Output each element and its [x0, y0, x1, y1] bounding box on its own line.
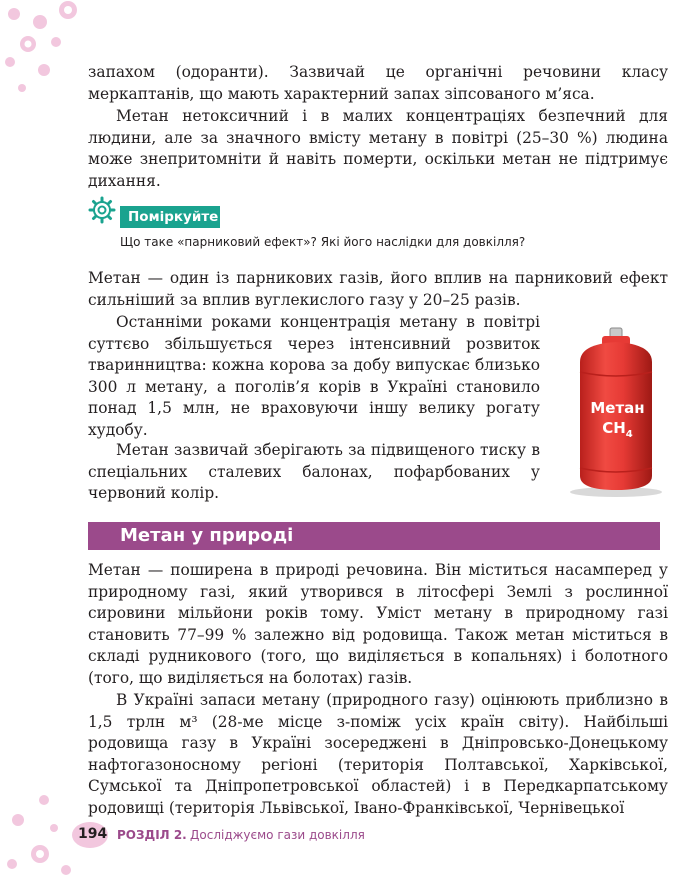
paragraph-odorants: запахом (одоранти). Зазвичай це органічні речовини класу меркаптанів, що мають характерний запах зіпсованого м’яса. [88, 63, 668, 103]
cylinder-label: Метан [590, 399, 645, 417]
decorative-dots-bottom [0, 790, 80, 885]
think-box-label: Поміркуйте [120, 206, 220, 228]
section-title: Метан у природі [120, 525, 294, 546]
paragraph-livestock: Останніми роками концентрація метану в повітрі суттєво збільшується через інтенсивний розвиток тваринництва: кожна корова за добу випускає близько 300 л метану, а поголів’я корів в Україні становило понад 1,5 млн, не враховуючи іншу велику рогату худобу. [88, 313, 540, 439]
paragraph-ukraine-reserves: В Україні запаси метану (природного газу) оцінюють приблизно в 1,5 трлн м³ (28-ме місце з-поміж усіх країн світу). Найбільші родовища газу в Україні зосереджені в Дніпровсько-Донецькому нафтогазоносному регіоні (територія Полтавської, Харківської, Сумської та Дніпропетровської областей) і в Передкарпатському родовищі (територія Львівської, Івано-Франківської, Чернівецької [88, 691, 668, 817]
decorative-dots-top [0, 0, 80, 110]
footer-chapter-title: Досліджуємо гази довкілля [190, 828, 365, 842]
page-number: 194 [78, 826, 108, 842]
paragraph-greenhouse: Метан — один із парникових газів, його вплив на парниковий ефект сильніший за вплив вуглекислого газу у 20–25 разів. [88, 269, 668, 309]
think-box-question: Що таке «парниковий ефект»? Які його наслідки для довкілля? [120, 235, 526, 249]
paragraph-toxicity: Метан нетоксичний і в малих концентраціях безпечний для людини, але за значного вмісту метану в повітрі (25–30 %) людина може знепритомніти й навіть померти, оскільки метан не підтримує дихання. [88, 107, 668, 190]
gear-icon [88, 196, 116, 224]
footer-chapter: РОЗДІЛ 2. [117, 828, 187, 842]
cylinder-formula: $CH_4$ [602, 419, 633, 440]
paragraph-storage: Метан зазвичай зберігають за підвищеного тиску в спеціальних сталевих балонах, пофарбованих у червоний колір. [88, 441, 540, 502]
paragraph-natural-occurrence: Метан — поширена в природі речовина. Він міститься насамперед у природному газі, який утворився в літосфері Землі з рослинної сировини мільйони років тому. Уміст метану в природному газі становить 77–99 % залежно від родовища. Також метан міститься в складі рудникового (того, що виділяється в копальнях) і болотного (того, що виділяється на болотах) газів. [88, 561, 668, 687]
